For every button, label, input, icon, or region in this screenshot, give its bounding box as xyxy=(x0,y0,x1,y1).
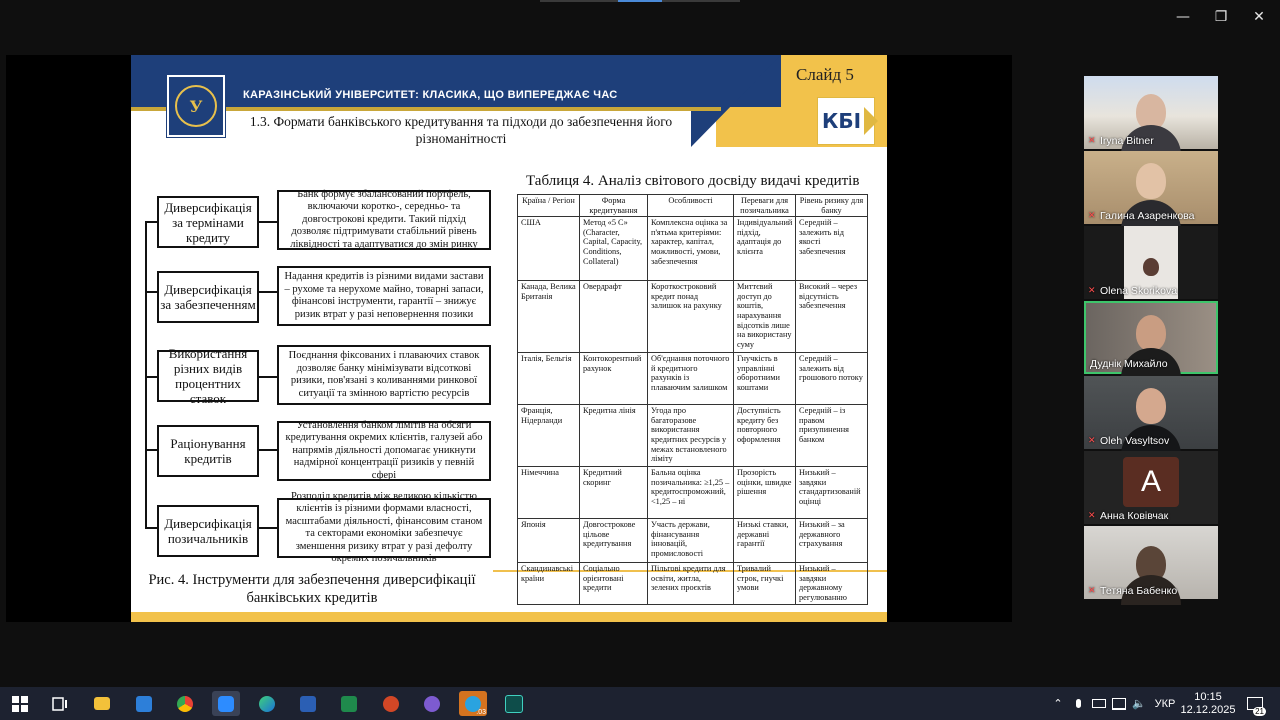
start-icon[interactable] xyxy=(6,691,34,716)
table-row xyxy=(518,519,868,563)
table-cell: Бальна оцінка позичальника: ≥1,25 – кредитоспроможний, <1,25 – ні xyxy=(648,467,734,519)
figure-caption: Рис. 4. Інструменти для забезпечення диверсифікації банківських кредитів xyxy=(148,572,476,606)
notifications-icon[interactable] xyxy=(1240,687,1270,720)
mic-muted-icon: ✕ xyxy=(1088,210,1096,221)
title-drag-bar[interactable] xyxy=(540,0,740,2)
participant-name-text: Тетяна Бабенко xyxy=(1100,585,1178,597)
language-indicator[interactable]: УКР xyxy=(1154,697,1176,710)
table-cell: Участь держави, фінансування інновацій, промисловості xyxy=(648,519,734,563)
table-cell: Скандинавські країни xyxy=(518,563,580,604)
mic-muted-icon: ✕ xyxy=(1088,585,1096,596)
table-row xyxy=(518,217,868,281)
table-cell: Соціально орієнтовані кредити xyxy=(580,563,648,604)
column-header: Переваги для позичальника xyxy=(734,195,796,217)
table-row xyxy=(518,467,868,519)
table-row xyxy=(518,281,868,353)
viber-icon[interactable] xyxy=(418,691,446,716)
participant-video[interactable] xyxy=(1084,376,1218,449)
table-cell: Середній – залежить від грошового потоку xyxy=(796,353,868,405)
table-cell: Канада, Велика Британія xyxy=(518,281,580,353)
table-row xyxy=(518,405,868,467)
table-cell: Пільгові кредити для освіти, житла, зелених проєктів xyxy=(648,563,734,604)
diagram-connector xyxy=(145,449,157,451)
participant-video[interactable] xyxy=(1084,151,1218,224)
column-header: Особливості xyxy=(648,195,734,217)
table-cell: Метод «5 C» (Character, Capital, Capacity, Conditions, Collateral) xyxy=(580,217,648,281)
mic-muted-icon: ✕ xyxy=(1088,285,1096,296)
coat-of-arms-icon: У xyxy=(175,85,217,127)
table-cell: Низькі ставки, державні гарантії xyxy=(734,519,796,563)
table-cell: Овердрафт xyxy=(580,281,648,353)
participant-video[interactable] xyxy=(1084,451,1218,524)
file-explorer-icon[interactable] xyxy=(88,691,116,716)
diagram-description: Розподіл кредитів між великою кількістю клієнтів із різними формами власності, масштабами діяльності, фінансовим станом та секторами економіки забезпечує зменшення ризику втрат у разі дефолту окремих позичальників xyxy=(277,498,491,558)
table-cell: Тривалий строк, гнучкі умови xyxy=(734,563,796,604)
diagram-connector xyxy=(259,291,277,293)
diagram-description: Банк формує збалансований портфель, включаючи коротко-, середньо- та довгострокові кредити. Такий підхід дозволяє підтримувати стабільний рівень ліквідності та адаптуватися до змін ринку xyxy=(277,190,491,250)
university-logo xyxy=(167,75,225,137)
participant-video[interactable] xyxy=(1084,526,1218,599)
table-cell: Індивідуальний підхід, адаптація до клієнта xyxy=(734,217,796,281)
restore-button[interactable]: ❐ xyxy=(1214,9,1228,25)
slide-footer-band xyxy=(131,612,887,622)
table-row xyxy=(518,563,868,604)
participant-video[interactable] xyxy=(1084,226,1218,299)
diagram-connector xyxy=(145,291,157,293)
university-slogan: КАРАЗІНСЬКИЙ УНІВЕРСИТЕТ: КЛАСИКА, ЩО ВИПЕРЕДЖАЄ ЧАС xyxy=(243,89,618,101)
table-cell: Франція, Нідерланди xyxy=(518,405,580,467)
diagram-category: Диверсифікація за термінами кредиту xyxy=(157,196,259,248)
table-cell: Комплексна оцінка за п'ятьма критеріями: характер, капітал, можливості, умови, забезпечення xyxy=(648,217,734,281)
clock-time: 10:15 xyxy=(1194,690,1222,703)
clock-date: 12.12.2025 xyxy=(1180,703,1236,716)
table-cell: Італія, Бельгія xyxy=(518,353,580,405)
table-cell: Гнучкість в управлінні оборотними коштами xyxy=(734,353,796,405)
mic-muted-icon: ✕ xyxy=(1088,510,1096,521)
participant-video[interactable] xyxy=(1084,76,1218,149)
diagram-category: Диверсифікація позичальників xyxy=(157,505,259,557)
table-cell: Японія xyxy=(518,519,580,563)
participant-name xyxy=(1088,135,1154,147)
participant-name xyxy=(1088,435,1169,447)
participant-name xyxy=(1088,210,1194,222)
telegram-badge: .03 xyxy=(476,709,486,716)
task-view-icon[interactable] xyxy=(46,691,74,716)
ai-app-icon[interactable] xyxy=(500,691,528,716)
notification-count: 21 xyxy=(1255,707,1264,716)
mic-muted-icon: ✕ xyxy=(1088,135,1096,146)
table-title: Таблиця 4. Аналіз світового досвіду видачі кредитів xyxy=(526,173,860,189)
table-cell: Угода про багаторазове використання кредитних ресурсів у межах встановленого ліміту xyxy=(648,405,734,467)
participant-name-text: Дуднік Михайло xyxy=(1090,358,1168,370)
participant-name-text: Анна Ковівчак xyxy=(1100,510,1169,522)
diagram-connector xyxy=(259,449,277,451)
windows-taskbar xyxy=(0,687,1280,720)
excel-icon[interactable] xyxy=(335,691,363,716)
show-hidden-icons-icon[interactable]: ⌃ xyxy=(1053,697,1063,710)
table-cell: Прозорість оцінки, швидке рішення xyxy=(734,467,796,519)
participant-name xyxy=(1088,585,1177,597)
powerpoint-icon[interactable] xyxy=(377,691,405,716)
table-cell: Середній – із правом призупинення банком xyxy=(796,405,868,467)
table-header-row xyxy=(518,195,868,217)
participant-name-text: Iryna Bitner xyxy=(1100,135,1154,147)
participant-avatar: A xyxy=(1123,457,1179,507)
diagram-description: Поєднання фіксованих і плаваючих ставок дозволяє банку мінімізувати відсоткові ризики, пов'язані з коливаннями ринкової ситуації та змінною вартістю ресурсів xyxy=(277,345,491,405)
table-cell: Кредитний скоринг xyxy=(580,467,648,519)
participant-face xyxy=(1143,258,1159,276)
participant-name-text: Olena Skorikova xyxy=(1100,285,1178,297)
participant-name xyxy=(1090,358,1168,370)
clock[interactable] xyxy=(1182,687,1234,720)
table-cell: Низький – завдяки державному регулюванню xyxy=(796,563,868,604)
battery-icon[interactable] xyxy=(1090,687,1108,720)
diagram-description: Надання кредитів із різними видами застави – рухоме та нерухоме майно, товарні запаси, фінансові інструменти, гарантії – знижує ризик втрат у разі неповернення позики xyxy=(277,266,491,326)
participant-name xyxy=(1088,510,1168,522)
diagram-connector xyxy=(259,221,277,223)
participant-face xyxy=(1136,163,1166,199)
mic-muted-icon: ✕ xyxy=(1088,435,1096,446)
table-row xyxy=(518,353,868,405)
column-header: Форма кредитування xyxy=(580,195,648,217)
volume-icon[interactable]: 🔈 xyxy=(1132,697,1146,710)
zoom-icon[interactable] xyxy=(212,691,240,716)
diagram-connector xyxy=(145,376,157,378)
experience-table xyxy=(517,194,868,605)
kbi-logo-text: КБІ xyxy=(822,109,862,133)
kbi-logo xyxy=(817,97,875,145)
table-cell: Короткостроковий кредит понад залишок на рахунку xyxy=(648,281,734,353)
column-header: Країна / Регіон xyxy=(518,195,580,217)
close-button[interactable]: ✕ xyxy=(1253,9,1265,25)
edge-icon[interactable] xyxy=(253,691,281,716)
table-cell: США xyxy=(518,217,580,281)
presentation-slide xyxy=(131,55,887,622)
diagram-connector xyxy=(259,376,277,378)
header-blue-wedge xyxy=(691,55,781,147)
diagram-category: Використання різних видів процентних ставок xyxy=(157,350,259,402)
table-cell: Довгострокове цільове кредитування xyxy=(580,519,648,563)
table-cell: Доступність кредиту без повторного оформлення xyxy=(734,405,796,467)
chrome-icon[interactable] xyxy=(171,691,199,716)
minimize-button[interactable]: — xyxy=(1176,9,1190,25)
diagram-category: Диверсифікація за забезпеченням xyxy=(157,271,259,323)
mail-icon[interactable] xyxy=(130,691,158,716)
participant-face xyxy=(1136,315,1166,351)
table-cell: Середній – залежить від якості забезпечення xyxy=(796,217,868,281)
diagram-category: Раціонування кредитів xyxy=(157,425,259,477)
table-cell: Низький – за державного страхування xyxy=(796,519,868,563)
slide-number: Слайд 5 xyxy=(796,65,854,84)
table-cell: Об'єднання поточного й кредитного рахунків із плаваючим залишком xyxy=(648,353,734,405)
column-header: Рівень ризику для банку xyxy=(796,195,868,217)
word-icon[interactable] xyxy=(294,691,322,716)
participant-name-text: Oleh Vasyltsov xyxy=(1100,435,1170,447)
table-cell: Миттєвий доступ до коштів, нарахування відсотків лише на використану суму xyxy=(734,281,796,353)
diagram-connector xyxy=(145,527,157,529)
telegram-icon[interactable] xyxy=(459,691,487,716)
participant-name xyxy=(1088,285,1177,297)
table-cell: Високий – через відсутність забезпечення xyxy=(796,281,868,353)
diagram-description: Установлення банком лімітів на обсяги кредитування окремих клієнтів, галузей або напрямів діяльності допомагає уникнути надмірної концентрації ризиків у певній сфері xyxy=(277,421,491,481)
participant-name-text: Галина Азаренкова xyxy=(1100,210,1195,222)
diagram-connector xyxy=(145,221,147,527)
table-cell: Німеччина xyxy=(518,467,580,519)
kbi-arrow-icon xyxy=(864,107,878,135)
participant-face xyxy=(1136,388,1166,424)
diagram-connector xyxy=(259,527,277,529)
section-title: 1.3. Формати банківського кредитування та підходи до забезпечення його різноманітності xyxy=(249,114,673,146)
table-cell: Низький – завдяки стандартизованій оцінці xyxy=(796,467,868,519)
diagram-connector xyxy=(145,221,157,223)
table-cell: Кредитна лінія xyxy=(580,405,648,467)
table-cell: Контокорентний рахунок xyxy=(580,353,648,405)
network-icon[interactable] xyxy=(1110,687,1128,720)
microphone-icon[interactable] xyxy=(1070,687,1086,720)
participant-video-active-speaker[interactable] xyxy=(1084,301,1218,374)
